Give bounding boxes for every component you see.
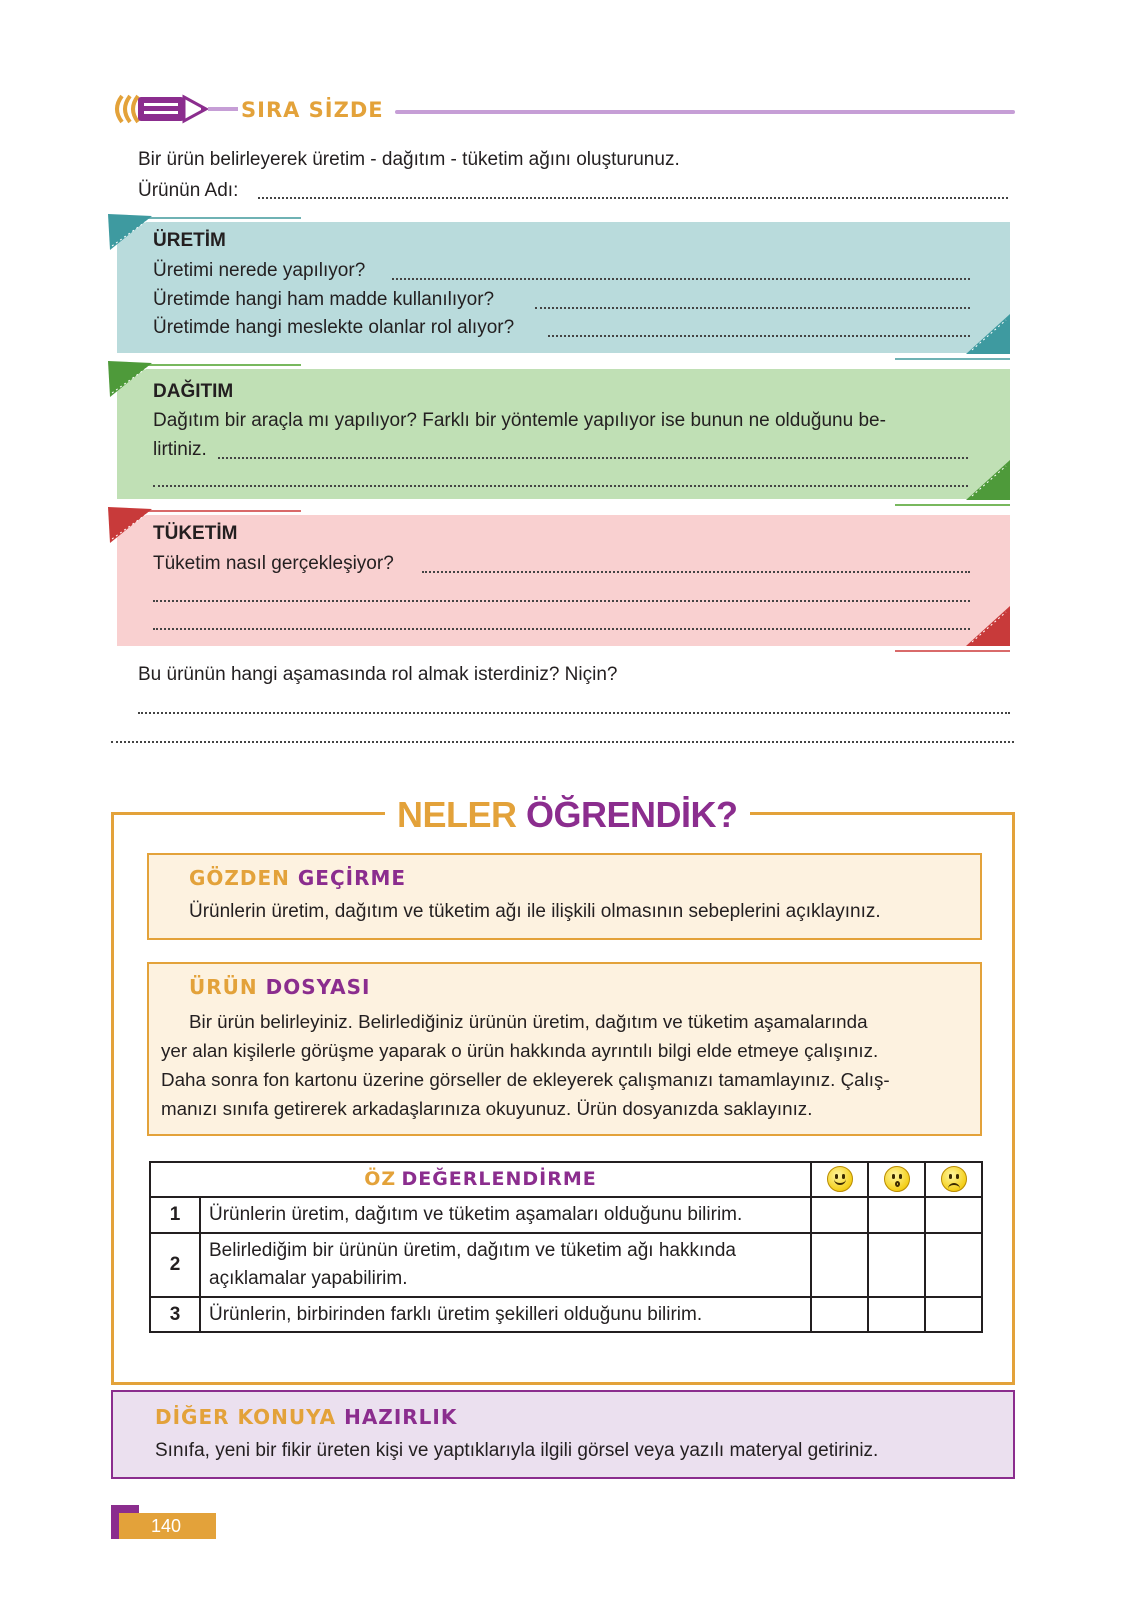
neler-ogrendik-title [385,794,750,836]
table-row [150,1297,982,1332]
uretim-answer-3[interactable] [548,335,970,337]
oz-title-part-2: DEĞERLENDİRME [401,1168,597,1190]
surprised-checkbox[interactable] [868,1197,925,1233]
final-question: Bu ürünün hangi aşamasında rol almak isterdiniz? Niçin? [138,664,618,685]
oz-degerlendirme-header [150,1162,811,1197]
uretim-question-2: Üretimde hangi ham madde kullanılıyor? [153,289,495,310]
urun-dosyasi-line-4: manızı sınıfa getirerek arkadaşlarınıza okuyunuz. Ürün dosyanızda saklayınız. [161,1098,813,1119]
gozden-gecirme-text: Ürünlerin üretim, dağıtım ve tüketim ağı ile ilişkili olmasının sebeplerini açıklayınız. [189,901,881,922]
title-part-2: ÖĞRENDİK? [526,794,738,835]
frame-line [137,217,301,219]
final-answer-1[interactable] [138,712,1010,714]
gozden-gecirme-title [189,866,406,890]
row-number: 2 [150,1233,200,1297]
row-number: 3 [150,1297,200,1332]
corner-ribbon-icon [966,460,1012,502]
row-statement-line-1: Belirlediğim bir ürünün üretim, dağıtım ve tüketim ağı hakkında [209,1240,736,1261]
frame-line [137,364,301,366]
dagitim-answer-1[interactable] [218,457,968,459]
frame-line [895,504,1010,506]
tuketim-title: TÜKETİM [153,523,238,544]
final-answer-2[interactable] [111,741,1014,743]
corner-ribbon-icon [108,507,154,547]
frame-line [895,650,1010,652]
uretim-answer-1[interactable] [392,278,970,280]
diger-konuya-hazirlik-panel [111,1390,1015,1479]
oz-degerlendirme-table [149,1161,983,1333]
page-number: 140 [111,1513,216,1539]
row-statement-line-2: açıklamalar yapabilirim. [209,1268,408,1289]
diger-title-part-1: DİĞER KONUYA [155,1405,337,1429]
happy-face-header [811,1162,868,1197]
table-row [150,1197,982,1233]
urun-dosyasi-title [189,975,371,999]
surprised-checkbox[interactable] [868,1233,925,1297]
urun-dosyasi-line-3: Daha sonra fon kartonu üzerine görseller de ekleyerek çalışmanızı tamamlayınız. Çalış- [161,1069,890,1090]
uretim-answer-2[interactable] [535,307,970,309]
sad-checkbox[interactable] [925,1197,982,1233]
urun-dosyasi-line-2: yer alan kişilerle görüşme yaparak o ürün hakkında ayrıntılı bilgi elde etmeye çalışınız. [161,1040,879,1061]
diger-konuya-text: Sınıfa, yeni bir fikir üreten kişi ve yaptıklarıyla ilgili görsel veya yazılı materyal getiriniz. [155,1440,879,1461]
diger-title-part-2: HAZIRLIK [344,1405,458,1429]
row-statement [200,1233,811,1297]
sad-checkbox[interactable] [925,1233,982,1297]
urun-title-part-1: ÜRÜN [189,975,258,999]
row-number: 1 [150,1197,200,1233]
surprised-checkbox[interactable] [868,1297,925,1332]
activity-instruction: Bir ürün belirleyerek üretim - dağıtım - tüketim ağını oluşturunuz. [138,149,680,170]
header-divider [395,110,1015,114]
surprised-face-icon [884,1166,910,1192]
tuketim-answer-3[interactable] [153,628,970,630]
page-corner-bar [111,1505,119,1539]
product-name-label: Ürünün Adı: [138,180,239,201]
sad-face-header [925,1162,982,1197]
surprised-face-header [868,1162,925,1197]
happy-checkbox[interactable] [811,1233,868,1297]
tuketim-question-1: Tüketim nasıl gerçekleşiyor? [153,553,394,574]
corner-ribbon-icon [108,214,154,254]
tuketim-answer-1[interactable] [422,571,970,573]
row-statement: Ürünlerin, birbirinden farklı üretim şekilleri olduğunu bilirim. [200,1297,811,1332]
tuketim-box [117,515,1010,646]
dagitim-title: DAĞITIM [153,381,234,402]
uretim-question-3: Üretimde hangi meslekte olanlar rol alıyor? [153,317,515,338]
sad-face-icon [941,1166,967,1192]
dagitim-question-line-1: Dağıtım bir araçla mı yapılıyor? Farklı bir yöntemle yapılıyor ise bunun ne olduğunu be- [153,410,886,431]
tuketim-answer-2[interactable] [153,600,970,602]
gozden-title-part-2: GEÇİRME [297,866,407,890]
dagitim-question-line-2: lirtiniz. [153,439,207,460]
corner-ribbon-icon [966,606,1012,648]
table-row [150,1233,982,1297]
diger-konuya-title [155,1405,457,1429]
gozden-title-part-1: GÖZDEN [189,866,290,890]
row-statement: Ürünlerin üretim, dağıtım ve tüketim aşamaları olduğunu bilirim. [200,1197,811,1233]
happy-checkbox[interactable] [811,1297,868,1332]
oz-title-part-1: ÖZ [364,1168,397,1190]
uretim-title: ÜRETİM [153,230,226,251]
happy-checkbox[interactable] [811,1197,868,1233]
dagitim-answer-2[interactable] [153,485,968,487]
corner-ribbon-icon [108,361,154,401]
happy-face-icon [827,1166,853,1192]
frame-line [895,358,1010,360]
corner-ribbon-icon [966,314,1012,356]
frame-line [137,510,301,512]
urun-dosyasi-line-1: Bir ürün belirleyiniz. Belirlediğiniz ürünün üretim, dağıtım ve tüketim aşamalarında [189,1011,868,1032]
section-title: SIRA SİZDE [241,98,384,122]
uretim-question-1: Üretimi nerede yapılıyor? [153,260,366,281]
title-part-1: NELER [397,794,517,835]
urun-title-part-2: DOSYASI [265,975,371,999]
sad-checkbox[interactable] [925,1297,982,1332]
pencil-icon [108,92,238,126]
product-name-field[interactable] [258,197,1008,199]
